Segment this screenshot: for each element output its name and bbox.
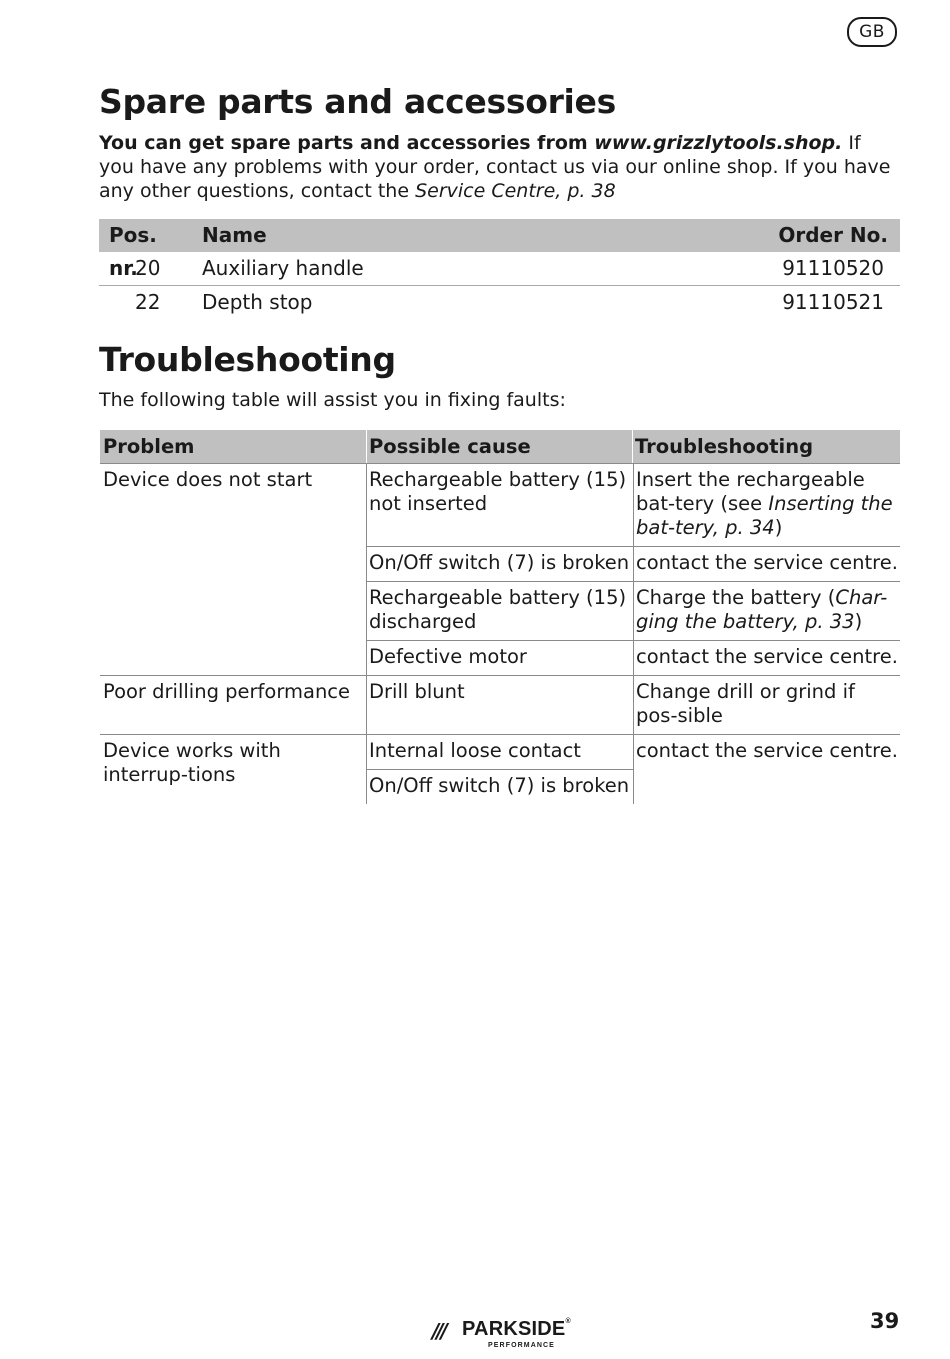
- troubleshooting-table: [100, 430, 900, 804]
- problem-cell: Device does not start: [103, 468, 313, 491]
- header-cause: Possible cause: [369, 435, 531, 458]
- table-row: [99, 286, 900, 319]
- header-problem: Problem: [103, 435, 195, 458]
- cause-cell: Internal loose contact: [367, 735, 633, 770]
- troubleshooting-header-row: [100, 430, 900, 464]
- header-order: Order No.: [778, 223, 888, 247]
- spare-parts-table: [99, 219, 900, 319]
- service-centre-ref[interactable]: Service Centre, p. 38: [415, 180, 616, 202]
- problem-group: [100, 464, 900, 676]
- spare-parts-intro: [99, 131, 899, 203]
- order-cell: 91110520: [782, 256, 884, 280]
- table-row: [367, 676, 900, 734]
- name-cell: Depth stop: [202, 290, 313, 314]
- header-divider: [366, 430, 367, 463]
- cause-cell: Rechargeable battery (15) discharged: [367, 582, 634, 640]
- spare-parts-heading: Spare parts and accessories: [99, 82, 616, 121]
- cross-reference[interactable]: Inserting the bat-tery, p. 34: [636, 492, 893, 539]
- name-cell: Auxiliary handle: [202, 256, 364, 280]
- cause-cell: On/Off switch (7) is broken: [367, 547, 634, 581]
- table-row: [367, 464, 900, 547]
- cause-cell: Rechargeable battery (15) not inserted: [367, 464, 634, 546]
- intro-text: If you have any problems with your order, contact us via our online shop. If you have any other questions, contact the: [99, 132, 891, 202]
- table-row: [367, 547, 900, 582]
- fix-cell: contact the service centre.: [636, 739, 898, 762]
- logo-slashes: ///: [432, 1319, 445, 1343]
- problem-cell: Poor drilling performance: [103, 680, 351, 703]
- problem-cell: Device works with interrup-tions: [103, 739, 281, 786]
- parkside-logo: [432, 1318, 582, 1352]
- troubleshooting-heading: Troubleshooting: [99, 340, 396, 379]
- problem-group: [100, 735, 900, 804]
- cause-cell: On/Off switch (7) is broken: [369, 774, 630, 797]
- fix-cell: contact the service centre.: [636, 645, 898, 668]
- logo-subtitle: PERFORMANCE: [488, 1342, 555, 1349]
- intro-bold: You can get spare parts and accessories from: [99, 132, 595, 154]
- cause-cell: Defective motor: [367, 641, 634, 675]
- cross-reference[interactable]: Char-ging the battery, p. 33: [636, 586, 888, 633]
- pos-cell: 20: [135, 256, 161, 280]
- shop-link[interactable]: www.grizzlytools.shop.: [594, 132, 843, 154]
- order-cell: 91110521: [782, 290, 884, 314]
- troubleshooting-lead: The following table will assist you in fixing faults:: [99, 389, 566, 411]
- language-badge: GB: [847, 17, 897, 47]
- header-name: Name: [202, 223, 267, 247]
- pos-cell: 22: [135, 290, 161, 314]
- header-divider: [632, 430, 633, 463]
- table-row: [367, 641, 900, 675]
- fix-cell: contact the service centre.: [636, 551, 898, 574]
- fix-cell: Change drill or grind if pos-sible: [636, 680, 855, 727]
- header-fix: Troubleshooting: [635, 435, 814, 458]
- table-row: [99, 252, 900, 286]
- header-pos: Pos. nr.: [109, 223, 157, 280]
- fix-cell: Charge the battery (Char-ging the battery, p. 33): [636, 586, 888, 633]
- problem-group: [100, 676, 900, 735]
- page-number: 39: [870, 1309, 900, 1333]
- fix-cell: Insert the rechargeable bat-tery (see Inserting the bat-tery, p. 34): [636, 468, 893, 539]
- cause-cell: Drill blunt: [367, 676, 634, 734]
- table-row: [367, 582, 900, 641]
- logo-brand: PARKSIDE®: [462, 1318, 571, 1340]
